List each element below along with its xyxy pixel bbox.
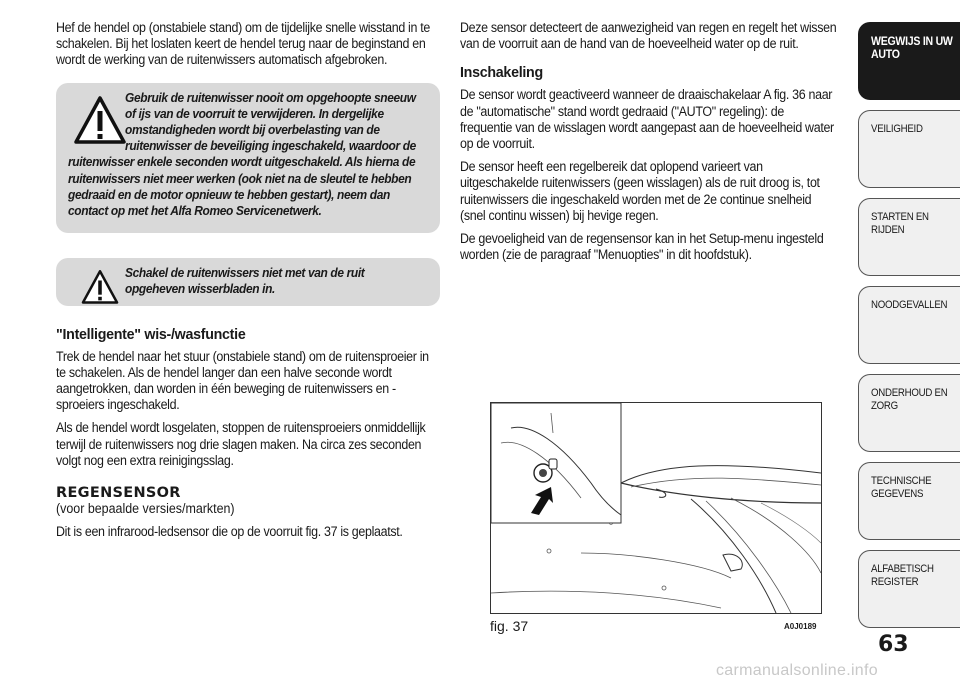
tab-register[interactable] (858, 550, 960, 628)
activation-paragraph-1: De sensor wordt geactiveerd wanneer de draaischakelaar A fig. 36 naar de "automatische" stand wordt gedraaid ("AUTO" regeling): de frequentie van de wisslagen wordt aangepast aan de hoeveelheid water op de voorruit. (460, 87, 834, 152)
tab-wegwijs[interactable] (858, 22, 960, 100)
warning-box-snow (56, 83, 440, 233)
sensor-description: Deze sensor detecteert de aanwezigheid van regen en regelt het wissen van de voorruit aan de hand van de hoeveelheid water op de ruit. (460, 20, 837, 52)
right-column (460, 20, 840, 270)
chapter-tabs (858, 22, 960, 638)
tab-technische[interactable] (858, 462, 960, 540)
tab-label: WEGWIJS IN UW AUTO (871, 34, 953, 61)
activation-paragraph-2: De sensor heeft een regelbereik dat oplopend varieert van uitgeschakelde ruitenwissers (geen wisslagen) als de ruit droog is, tot ruitenwissers die ingeschakeld worden met de 2e continue snelheid (snel continu wissen) bij hevige regen. (460, 159, 820, 223)
tab-label: ALFABETISCH REGISTER (871, 563, 934, 588)
tab-veiligheid[interactable] (858, 110, 960, 188)
figure-37-illustration (490, 402, 822, 614)
rain-sensor-paragraph: Dit is een infrarood-ledsensor die op de voorruit fig. 37 is geplaatst. (56, 524, 403, 540)
heading-activation: Inschakeling (460, 64, 543, 82)
left-column (56, 20, 440, 547)
watermark: carmanualsonline.info (716, 662, 878, 679)
page-number: 63 (878, 632, 909, 657)
tab-onderhoud[interactable] (858, 374, 960, 452)
tab-label: VEILIGHEID (871, 123, 923, 135)
figure-code: A0J0189 (784, 622, 817, 631)
heading-intelligent-wash: "Intelligente" wis-/wasfunctie (56, 325, 246, 343)
tab-label: ONDERHOUD EN ZORG (871, 387, 948, 412)
tab-starten[interactable] (858, 198, 960, 276)
windshield-sensor-illustration (491, 403, 821, 613)
warning-box-wiperblades (56, 258, 440, 306)
activation-paragraph-3: De gevoeligheid van de regensensor kan in het Setup-menu ingesteld worden (zie de paragraaf "Menuopties" in dit hoofdstuk). (460, 231, 824, 263)
tab-label: NOODGEVALLEN (871, 299, 948, 311)
warning-text-snow: Gebruik de ruitenwisser nooit om opgehoopte sneeuw of ijs van de voorruit te verwijderen. In dergelijke omstandigheden wordt bij overbelasting van de ruitenwisser de beveiliging ingeschakeld, waardoor de ruitenwisser enkele seconden wordt uitgeschakeld. Als hierna de ruitenwissers niet meer werken (ook niet na de sleutel te hebben gedraaid en de motor opnieuw te hebben gestart), neem dan contact op met het Alfa Romeo Servicenetwerk. (68, 89, 416, 219)
tab-noodgevallen[interactable] (858, 286, 960, 364)
intro-paragraph: Hef de hendel op (onstabiele stand) om de tijdelijke snelle wisstand in te schakelen. Bij het loslaten keert de hendel terug naar de beginstand en wordt de werking van de ruitenwissers automatisch afgebroken. (56, 20, 430, 68)
heading-rain-sensor: REGENSENSOR (56, 485, 181, 502)
figure-label: fig. 37 (490, 618, 529, 634)
tab-label: STARTEN EN RIJDEN (871, 211, 929, 236)
rain-sensor-note: (voor bepaalde versies/markten) (56, 501, 235, 517)
tab-label: TECHNISCHE GEGEVENS (871, 475, 932, 500)
intelligent-paragraph-1: Trek de hendel naar het stuur (onstabiele stand) om de ruitensproeier in te schakelen. Als de hendel langer dan een halve seconde wordt aangetrokken, dan worden in één beweging de ruitenwissers en -sproeiers ingeschakeld. (56, 348, 429, 413)
warning-text-wiperblades: Schakel de ruitenwissers niet met van de ruit opgeheven wisserbladen in. (125, 264, 365, 296)
intelligent-paragraph-2: Als de hendel wordt losgelaten, stoppen de ruitensproeiers onmiddellijk terwijl de ruitenwissers nog drie slagen maken. Na circa zes seconden volgt nog een extra reinigingsslag. (56, 420, 426, 468)
